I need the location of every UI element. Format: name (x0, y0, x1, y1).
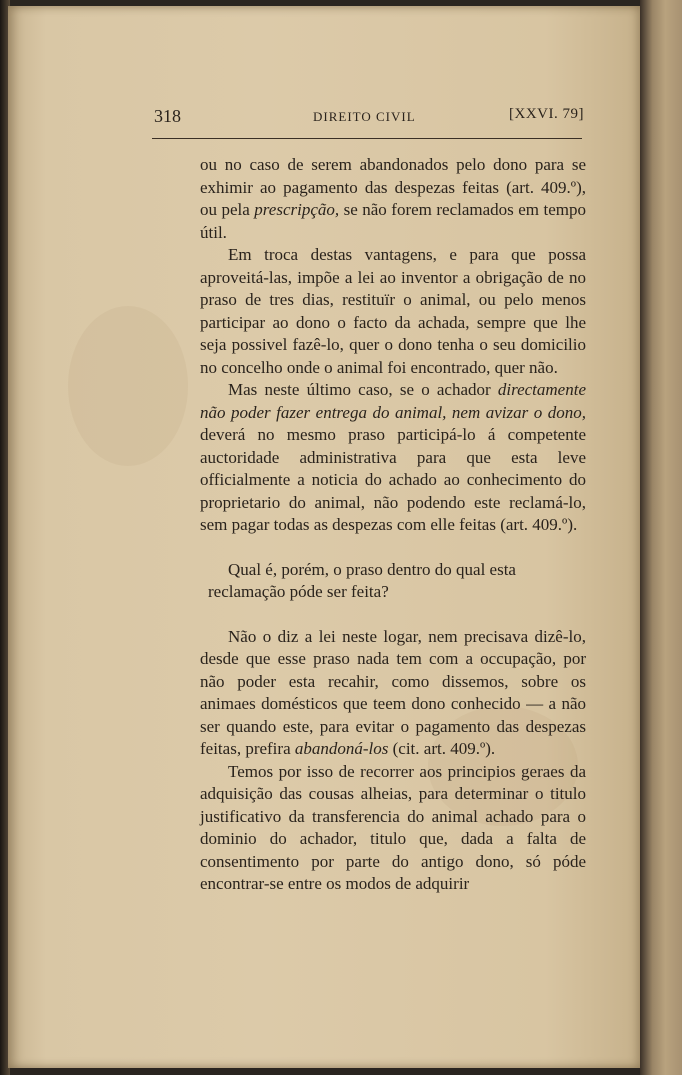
page-number: 318 (154, 106, 181, 126)
header-rule (152, 138, 582, 139)
paragraph-4: Não o diz a lei neste logar, nem precisava dizê-lo, desde que esse praso nada tem com a occupação, por não poder esta recahir, como dissemos, sobre os animaes domésticos que teem dono conhecido — a não ser quando este, para evitar o pagamento das despezas feitas, prefira abandoná-los (cit. art. 409.º). (200, 626, 586, 758)
facing-page-edge (640, 0, 682, 1075)
section-reference: [XXVI. 79] (509, 106, 584, 122)
paragraph-3: Mas neste último caso, se o achador directamente não poder fazer entrega do animal, nem avizar o dono, deverá no mesmo praso participá-lo á competente auctoridade administrativa para que esta leve officialmente a noticia do achado ao conhecimento do proprietario do animal, não podendo este reclamá-lo, sem pagar todas as despezas com elle feitas (art. 409.º). (200, 380, 586, 534)
italic-phrase: directamente não poder fazer entrega do animal, nem avizar o dono, (200, 380, 586, 422)
question-line-1: Qual é, porém, o praso dentro do qual esta (228, 559, 516, 579)
paragraph-5: Temos por isso de recorrer aos principios geraes da adquisição das cousas alheias, para determinar o titulo justificativo da transferencia do animal achado para o dominio do achador, titulo que, dada a falta de consentimento por parte do antigo dono, só póde encontrar-se entre os modos de adquirir (200, 761, 586, 893)
page-header (151, 106, 584, 126)
running-title: DIREITO CIVIL (313, 109, 416, 124)
italic-term: prescripção, (254, 200, 340, 219)
question-line-2: reclamação póde ser feita? (208, 582, 389, 601)
paper-stain (68, 306, 188, 466)
paragraph-2: Em troca destas vantagens, e para que possa aproveitá-las, impõe a lei ao inventor a obrigação de no praso de tres dias, restituïr o animal, ou pelo menos participar ao dono o facto da achada, sempre que lhe seja possivel fazê-lo, quer o dono tenha o seu domicilio no concelho onde o animal foi encontrado, quer não. (200, 245, 586, 377)
body-text (200, 154, 586, 896)
spacer (200, 537, 586, 559)
spacer (200, 604, 586, 626)
italic-term: abandoná-los (294, 739, 389, 758)
paragraph-1: ou no caso de serem abandonados pelo dono para se exhimir ao pagamento das despezas feitas (art. 409.º), ou pela prescripção, se não forem reclamados em tempo útil. (200, 155, 586, 242)
